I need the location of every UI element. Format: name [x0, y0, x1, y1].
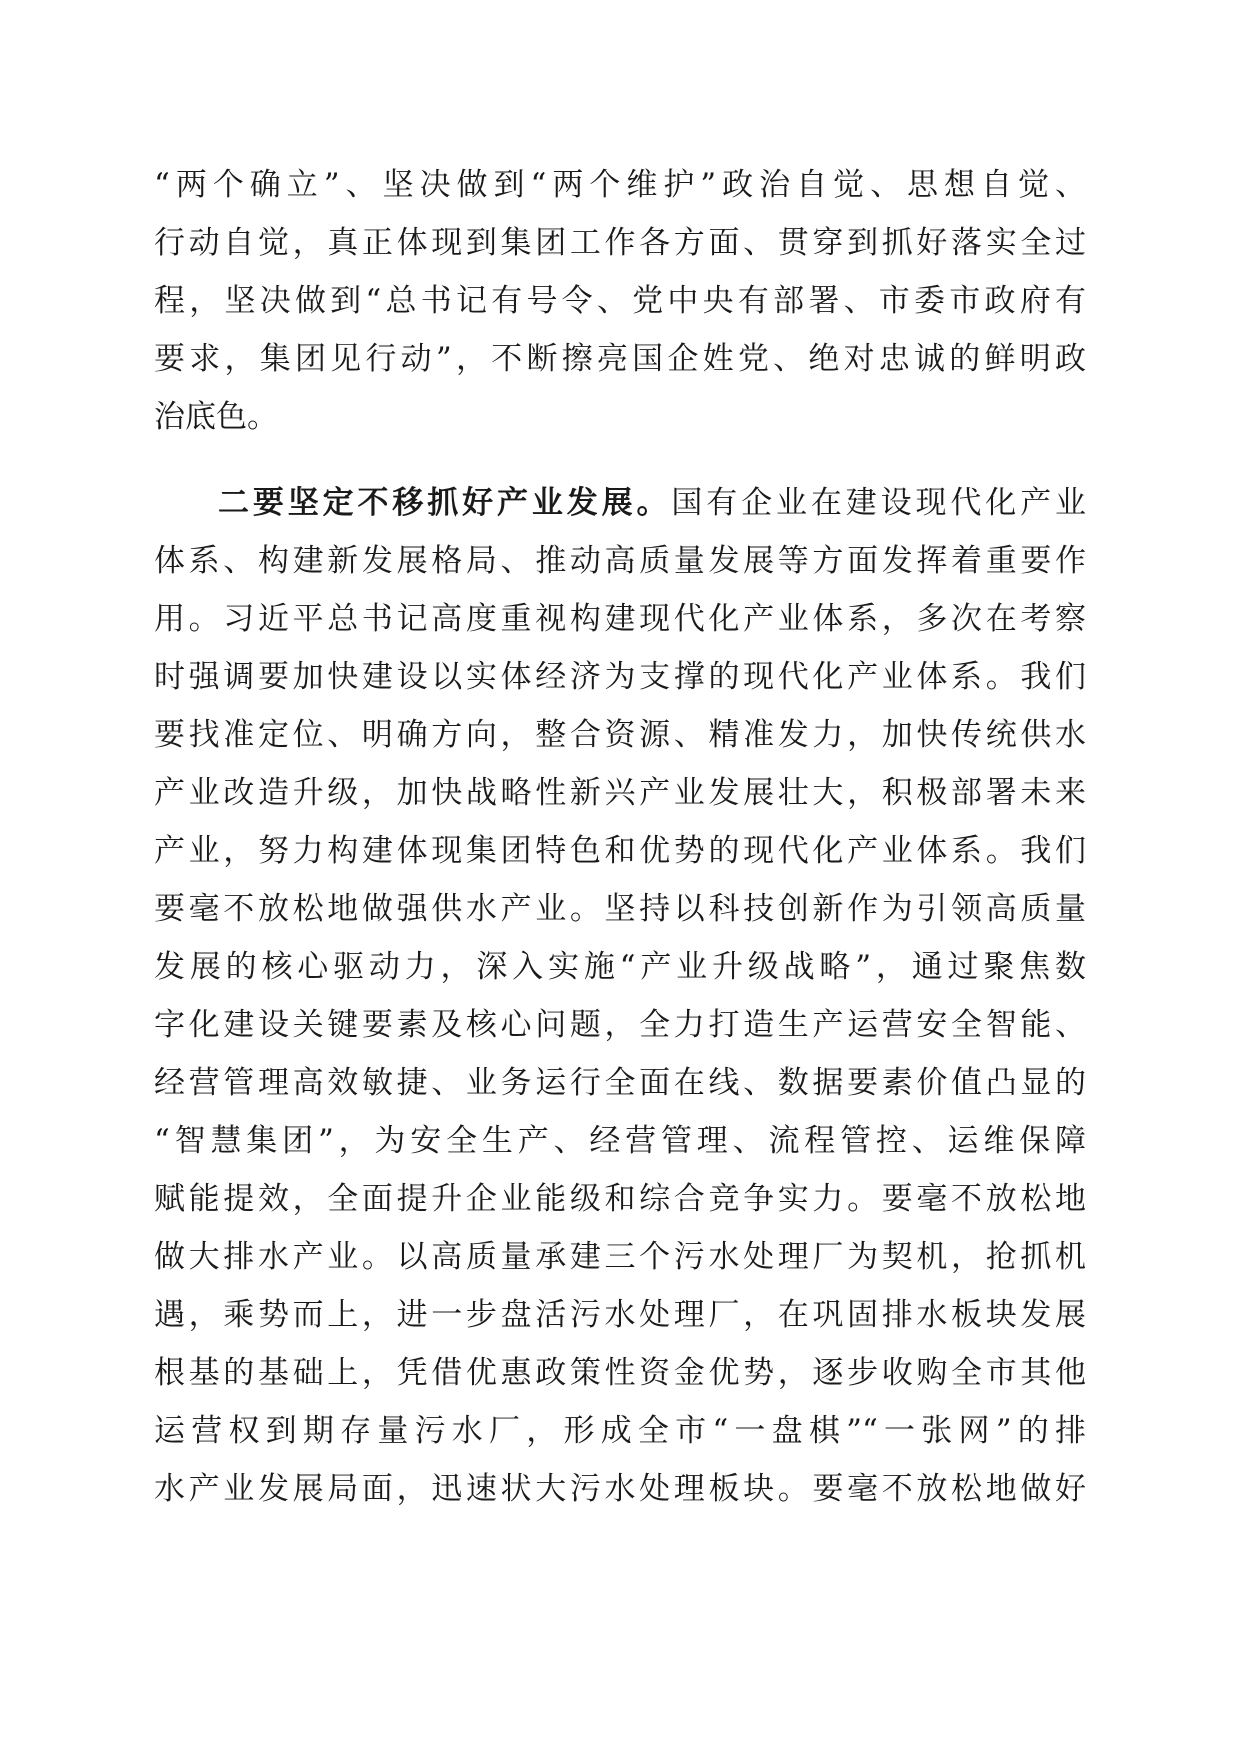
- paragraph-2: [154, 474, 1086, 1518]
- text-line: 时强调要加快建设以实体经济为支撑的现代化产业体系。我们: [154, 659, 1086, 695]
- text-line: 产业改造升级，加快战略性新兴产业发展壮大，积极部署未来: [154, 775, 1086, 811]
- text-fragment: 国有企业在建设现代化产业: [671, 485, 1086, 521]
- text-line: 治底色。: [154, 399, 278, 435]
- text-line: 要求，集团见行动”，不断擦亮国企姓党、绝对忠诚的鲜明政: [154, 341, 1086, 377]
- paragraph-1: [154, 156, 1086, 446]
- text-line: 产业，努力构建体现集团特色和优势的现代化产业体系。我们: [154, 833, 1086, 869]
- text-line: 做大排水产业。以高质量承建三个污水处理厂为契机，抢抓机: [154, 1239, 1086, 1275]
- text-line: “两个确立”、坚决做到“两个维护”政治自觉、思想自觉、: [154, 167, 1086, 203]
- text-line: 遇，乘势而上，进一步盘活污水处理厂，在巩固排水板块发展: [154, 1297, 1086, 1333]
- text-line: 要找准定位、明确方向，整合资源、精准发力，加快传统供水: [154, 717, 1086, 753]
- text-line: 赋能提效，全面提升企业能级和综合竞争实力。要毫不放松地: [154, 1181, 1086, 1217]
- text-line: 行动自觉，真正体现到集团工作各方面、贯穿到抓好落实全过: [154, 225, 1086, 261]
- text-line: 水产业发展局面，迅速状大污水处理板块。要毫不放松地做好: [154, 1471, 1086, 1507]
- text-line: 经营管理高效敏捷、业务运行全面在线、数据要素价值凸显的: [154, 1065, 1086, 1101]
- text-line: 体系、构建新发展格局、推动高质量发展等方面发挥着重要作: [154, 543, 1086, 579]
- paragraph-2-first-line: [154, 474, 1086, 532]
- text-line: 根基的基础上，凭借优惠政策性资金优势，逐步收购全市其他: [154, 1355, 1086, 1391]
- text-line: 发展的核心驱动力，深入实施“产业升级战略”，通过聚焦数: [154, 949, 1086, 985]
- text-line: 程，坚决做到“总书记有号令、党中央有部署、市委市政府有: [154, 283, 1086, 319]
- text-line: 用。习近平总书记高度重视构建现代化产业体系，多次在考察: [154, 601, 1086, 637]
- text-line: “智慧集团”，为安全生产、经营管理、流程管控、运维保障: [154, 1123, 1086, 1159]
- text-line: 要毫不放松地做强供水产业。坚持以科技创新作为引领高质量: [154, 891, 1086, 927]
- section-heading: 二要坚定不移抓好产业发展。: [218, 485, 672, 521]
- text-line: 运营权到期存量污水厂，形成全市“一盘棋”“一张网”的排: [154, 1413, 1086, 1449]
- text-line: 字化建设关键要素及核心问题，全力打造生产运营安全智能、: [154, 1007, 1086, 1043]
